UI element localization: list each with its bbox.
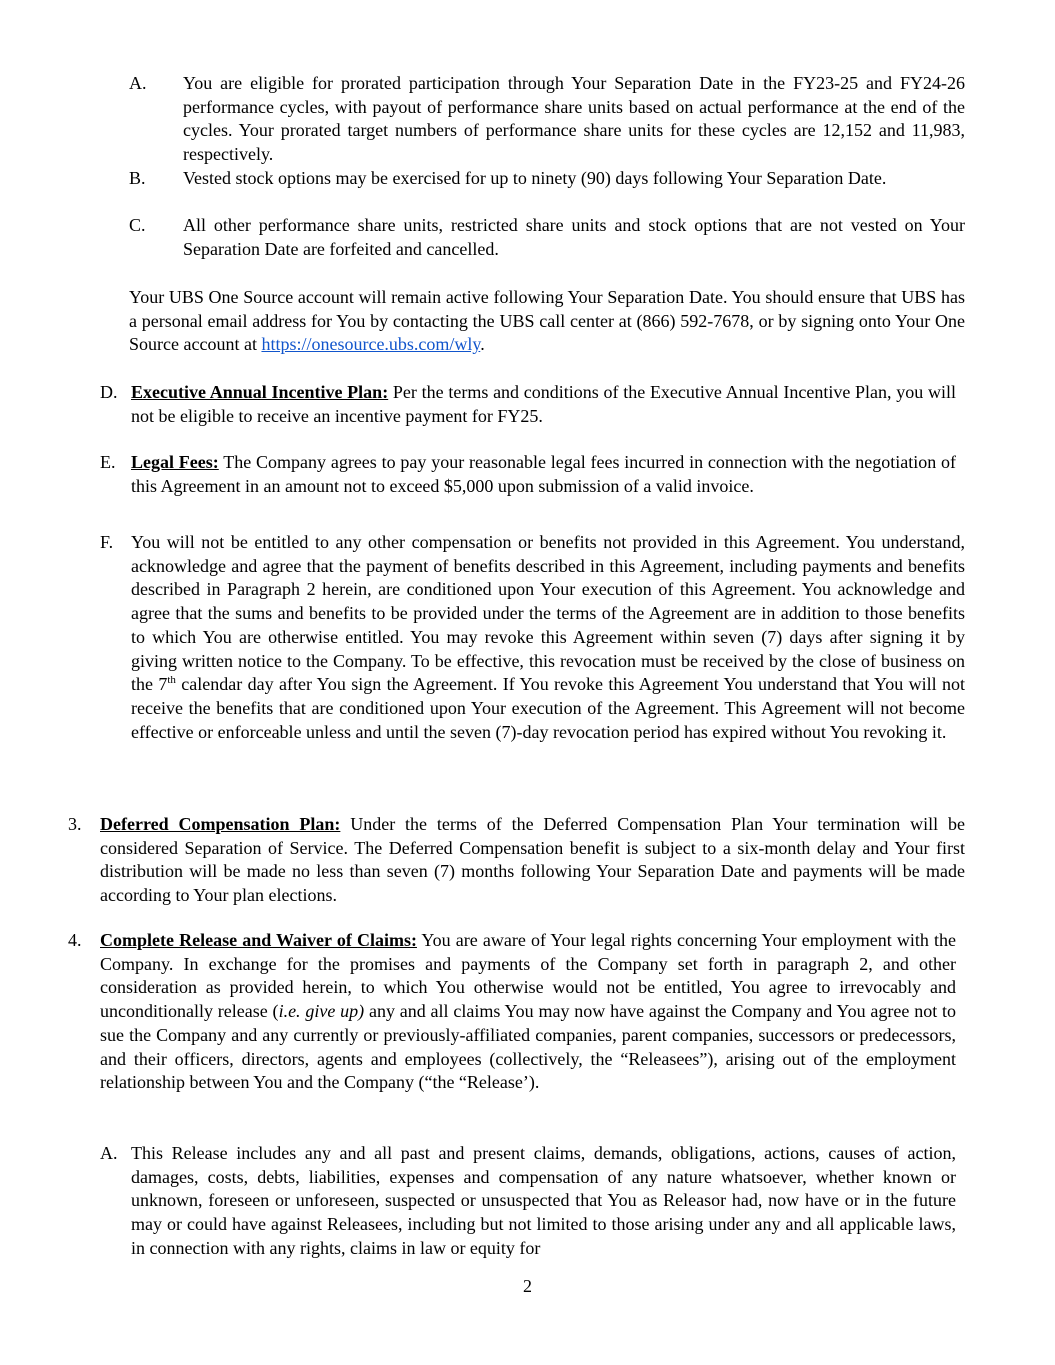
section-3-text (100, 813, 965, 908)
ubs-paragraph (129, 286, 965, 357)
item-marker-d: D. (100, 382, 118, 402)
section-3-body: Under the terms of the Deferred Compensation Plan Your termination will be considered Separation of Service. The Deferred Compensation benefit is subject to a six-month delay and Your first distribution will be made no less than seven (7) months following Your Separation Date and payments will be made according to Your plan elections. (100, 814, 966, 906)
item-b-text: Vested stock options may be exercised for up to ninety (90) days following Your Separation Date. (183, 168, 887, 188)
ubs-text: Your UBS One Source account will remain active following Your Separation Date. You should ensure that UBS has a personal email address for You by contacting the UBS call center at (866) 592-7678, or by signing onto Your One Source account at (129, 287, 965, 355)
item-d-text (131, 381, 956, 428)
section-4-text (100, 929, 956, 1095)
section-4-body-start: You are aware of Your legal rights concerning Your employment with the Company. In exchange for the promises and payments of the Company set forth in paragraph 2, and other consideration as provided herein, to which You otherwise would not be entitled, You agree to irrevocably and unconditionally release ( (100, 930, 957, 1022)
section-3-marker: 3. (68, 814, 82, 834)
item-marker-f: F. (100, 532, 114, 552)
page-number: 2 (523, 1276, 532, 1296)
item-e-text (131, 451, 956, 498)
section-3-title: Deferred Compensation Plan: (100, 814, 341, 834)
ubs-tail: . (480, 334, 485, 355)
item-marker-b: B. (129, 168, 146, 188)
section-4-body-end: any and all claims You may now have against the Company and You agree not to sue the Company and any currently or previously-affiliated companies, parent companies, successors or predecessors, and their officers, directors, agents and employees (collectively, the “Releasees”), arising out of the employment relationship between You and the Company (“the “Release’). (100, 1001, 957, 1093)
item-e-title: Legal Fees: (131, 452, 219, 472)
onesource-link[interactable]: https://onesource.ubs.com/wly (261, 334, 481, 355)
section-4a-marker: A. (100, 1143, 118, 1163)
item-f-body-start: You will not be entitled to any other compensation or benefits not provided in this Agreement. You understand, acknowledge and agree that the payment of benefits described in this Agreement, including payments and benefits described in Paragraph 2 herein, are conditioned upon Your execution of this Agreement. You acknowledge and agree that the sums and benefits to be provided under the terms of the Agreement are in addition to those benefits to which You are otherwise entitled. You may revoke this Agreement within seven (7) days after signing it by giving written notice to the Company. To be effective, this revocation must be received by the close of business on the 7 (131, 532, 965, 695)
item-f-body-end: calendar day after You sign the Agreement. If You revoke this Agreement You understand that You will not receive the benefits that are conditioned upon Your execution of the Agreement. This Agreement will not become effective or enforceable unless and until the seven (7)-day revocation period has expired without You revoking it. (131, 674, 966, 742)
section-4-italic: i.e. give up) (278, 1001, 365, 1022)
item-c-text: All other performance share units, restricted share units and stock options that are not vested on Your Separation Date are forfeited and cancelled. (183, 215, 965, 259)
section-4-title: Complete Release and Waiver of Claims: (100, 930, 417, 950)
item-marker-e: E. (100, 452, 116, 472)
section-4-marker: 4. (68, 930, 82, 950)
item-e-body: The Company agrees to pay your reasonable legal fees incurred in connection with the negotiation of this Agreement in an amount not to exceed $5,000 upon submission of a valid invoice. (131, 452, 957, 496)
item-f-text (131, 531, 965, 744)
item-marker-c: C. (129, 215, 146, 235)
item-a-text: You are eligible for prorated participation through Your Separation Date in the FY23-25 and FY24-26 performance cycles, with payout of performance share units based on actual performance at the end of the cycles. Your prorated target numbers of performance share units for these cycles are 12,152 and 11,983, respectively. (183, 73, 965, 165)
section-4a-text: This Release includes any and all past and present claims, demands, obligations, actions, causes of action, damages, costs, debts, liabilities, expenses and compensation of any nature whatsoever, whether known or unknown, foreseen or unforeseen, suspected or unsuspected that You as Releasor had, now have or in the future may or could have against Releasees, including but not limited to those arising under any and all applicable laws, in connection with any rights, claims in law or equity for (131, 1143, 956, 1258)
item-f-superscript: th (167, 674, 176, 687)
item-d-body: Per the terms and conditions of the Executive Annual Incentive Plan, you will not be eligible to receive an incentive payment for FY25. (131, 382, 956, 426)
item-marker-a: A. (129, 73, 147, 93)
item-d-title: Executive Annual Incentive Plan: (131, 382, 389, 402)
